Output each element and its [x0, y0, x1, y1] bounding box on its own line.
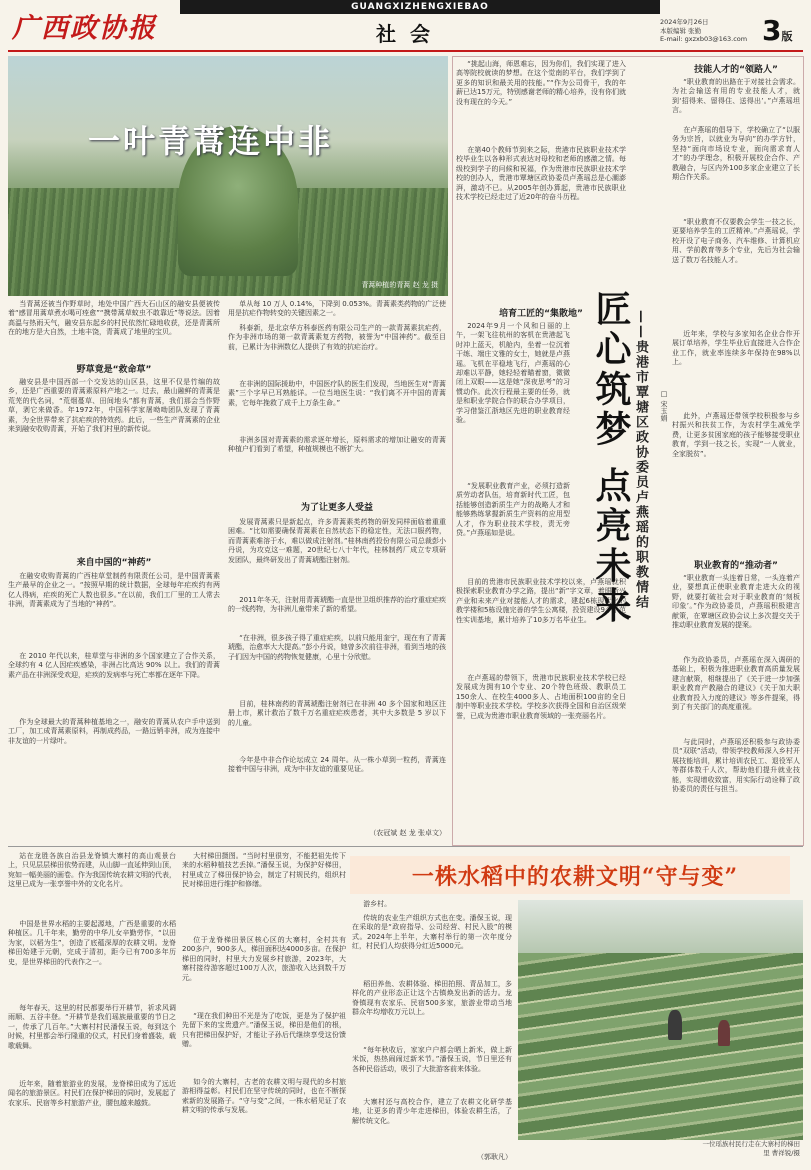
article1-col2-para-5: 发展青蒿素只是新起点，许多青蒿素类药物的研发同样面临着重重困难。“比如需要确保青蒿素在自然状态下的稳定性，无法口服药物，而青蒿素难溶于水，难以做成注射剂。”桂林南药投份有限公司总裁彭小丹说，为攻克这一难题，20世纪七八十年代，桂林制药厂成立专项研发团队，最终研发出了青蒿琥酯注射剂。	[228, 518, 446, 564]
page-suffix: 版	[781, 30, 793, 43]
article2-vertical-subtitle: ——贵港市覃塘区政协委员卢燕瑶的职教情结	[633, 310, 648, 610]
article2-para-10: “职业教育一头连着日常，一头连着产业，要想真正使职业教育走进大众的视野，就要打破社会对于职业教育的‘刻板印象’。”作为政协委员，卢燕瑶积极建言献策，在覃塘区政协会议上多次提交关于推动职业教育发展的提案。	[672, 574, 800, 630]
article3-col3-para-2: 传统的农业生产组织方式也在变。潘保玉说，现在采取的是“政府指导、公司经营、村民入股”的模式。2024年上半年，大寨村举行的第一次年度分红，村民们人均获得分红近5000元。	[352, 914, 512, 951]
article2-para-2: “发展职业教育产业，必须打造新质劳动者队伍，培育新时代工匠，包括能够创造新质生产力的战略人才和能够熟练掌握新质生产资料的应用型人才，作为职业技术学校，责无旁贷。”卢燕瑶如是说。	[456, 482, 570, 538]
article3-col3-para-1: 游乡村。	[363, 900, 392, 908]
article3-para-8: 如今的大寨村，古老的农耕文明与现代的乡村旅游相得益彰。村民们在坚守传统的同时，也在不断探索新的发展路子。“守与变”之间，一株水稻见证了农耕文明的传承与发展。	[182, 1078, 346, 1115]
article1-heading-1: 野草竟是“救命草”	[76, 365, 152, 375]
article3-byline: （郭耿凡）	[477, 1153, 512, 1161]
page-number-digit: 3	[762, 14, 782, 47]
header-rule	[8, 50, 803, 52]
article3-col3-para-3: 稻田养鱼、农耕体验、梯田拍照、青品加工，多样化的产业形态正让这个古镇焕发出新的活力。龙脊镇现有农家乐、民宿500多家，旅游业带动当地群众年均增收万元以上。	[352, 980, 512, 1017]
article2-para-11: 作为政协委员，卢燕瑶在深入调研的基础上，积极为推进职业教育高质量发展建言献策，相继提出了《关于进一步加强职业教育产教融合的建议》《关于加大职业教育投入力度的建议》等多件提案，得到了有关部门的高度重视。	[672, 656, 800, 712]
article1-intro: 当青蒿还被当作野草时，地处中国广西大石山区的融安县便被传着“感冒用蒿草煮水喝可痊愈”“携带蒿草蚊虫不敢靠近”等说法。因着高温与热雨天气，融安县东起乡的村民依然忙碌地收获，还是青蒿所在的地方是大自然，土地丰饶，青蒿成了地里的宝贝。	[8, 300, 220, 337]
article1-col2-para-8: 目前，桂林南药的青蒿琥酯注射剂已在非洲 40 多个国家和地区注册上市，累计救治了数千万名重症疟疾患者，其中大多数是 5 岁以下的儿童。	[228, 700, 446, 727]
villager-figure-2	[718, 1020, 730, 1046]
article3-col3-para-4: “每年秋收后，家家户户都会晒上新米，做上新米饭，热热闹闹过新米节。”潘保玉说，节日里还有各种民俗活动，吸引了大批游客前来体验。	[352, 1046, 512, 1073]
article3-photo-caption: 一位瑶族村民行走在大寨村的梯田里 曹祥锐/摄	[702, 1140, 800, 1157]
article2-vertical-title: 匠心筑梦 点亮未来	[590, 290, 632, 627]
article2-para-4: 在卢燕瑶的带领下，贵港市民族职业技术学校已经发展成为拥有10个专业、20个特色班级、教职员工150余人、在校生4000多人、占地面积100亩的全日制中等职业技术学校。学校多次获得全国和自治区级荣誉，已成为贵港市职业教育领域的一张亮丽名片。	[456, 674, 626, 720]
article2-para-3: 目前的贵港市民族职业技术学校以来，卢燕瑶就积极探索职业教育办学之路，提出“新”字文章，着眼新兴产业和未来产业对接能人才的需求，建起6栋现代化的教学楼和5栋设施完善的学生公寓楼，投资建设9个示范性实训基地，累计培养了10多万名毕业生。	[456, 578, 626, 624]
article2-heading-3: 职业教育的“推动者”	[694, 561, 778, 571]
article1-para-2: 在融安收购青蒿的广西桂草堂制药有限责任公司，是中国青蒿素生产最早的企业之一。“按照早期的统计数据，全球每年疟疾约有两亿人得病，疟疾的死亡人数也很多。”在以前，我们工厂里的工人常去非洲，青蒿素成为了当地的“神药”。	[8, 572, 220, 609]
article2-para-12: 与此同时，卢燕瑶还积极参与政协委员“双联”活动，带领学校教师深入乡村开展技能培训，累计培训农民工、退役军人等群体数千人次，帮助他们提升就业技能，实现增收致富，用实际行动诠释了政协委员的责任与担当。	[672, 738, 800, 794]
article1-para-1: 融安县是中国西部一个交发达的山区县，这里不仅是竹编的故乡，还是广西重要的青蒿素原料产地之一。过去，最山融鲜的青蒿是荒芜的代名词，“荒烟蔓草、田间地头”都有青蒿，我们那会当作野草，剥它来做香。年1972年，中国科学家屠呦呦团队发现了青蒿素，为全世界带来了抗疟疾的特效药。此后，一些生产青蒿素的企业来到融安收购青蒿，开始了我们村里的新传说。	[8, 378, 220, 434]
article1-para-3: 在 2010 年代以来，桂草堂与非洲的多个国家建立了合作关系，全球约有 4 亿人因疟疾感染，非洲占比高达 90% 以上。我们的青蒿素产品在非洲深受欢迎，疟疾的发病率与死亡率都在逐年下降。	[8, 652, 220, 679]
section-name: 社会	[376, 22, 444, 46]
issue-date: 2024年9月26日	[660, 18, 709, 26]
editor-email: E-mail: gxzxb03@163.com	[660, 35, 748, 43]
article2-para-5: “职业教育的出路在于对接社会需求。为社会输送有用的专业技能人才，就到‘招得来、留得住、送得出’。”卢燕瑶坦言。	[672, 78, 800, 115]
article3-para-2: 中国是世界水稻的主要起源地，广西是重要的水稻种植区。几千年来，勤劳的中华儿女辛勤劳作，“以田为家，以稻为生”，创造了底蕴深厚的农耕文明。龙脊梯田始建于元朝，完成于清初，距今已有700多年历史，是世界梯田的代表作之一。	[8, 920, 176, 966]
article2-para-7: “职业教育不仅要教会学生一技之长，更要培养学生的工匠精神。”卢燕瑶说，学校开设了电子商务、汽车维修、计算机应用、学前教育等多个专业，先后为社会输送了数万名技能人才。	[672, 218, 800, 264]
terrace-photo	[518, 900, 803, 1140]
villager-figure	[668, 1010, 682, 1040]
article1-heading-2: 来自中国的“神药”	[76, 558, 152, 568]
article1-col2-para-2: 科泰新，是北京华方科泰医药有限公司生产的一款青蒿素抗疟药，作为非洲市场的第一款青蒿素复方药物，被誉为“中国神药”。截至目前，已累计为非洲数亿人提供了有效的抗疟治疗。	[228, 324, 446, 351]
article3-para-1: 站在龙胜各族自治县龙脊镇大寨村的高山观景台上，只见层层梯田依势而建，从山脚一直延伸到山顶，宛如一幅美丽的画卷。作为我国传统农耕文明的代表，这里已成为一张享誉中外的文化名片。	[8, 852, 176, 889]
article1-col2-para-6: 2011年冬天，注射用青蒿琥酯一直是世卫组织推荐的治疗重症疟疾的一线药物，为非洲儿童带来了新的希望。	[228, 596, 446, 614]
article1-para-4: 作为全球最大的青蒿种植基地之一，融安的青蒿从农户手中送到工厂，加工成青蒿素原料，再制成药品，一路远销非洲，成为连接中非友谊的一片绿叶。	[8, 718, 220, 745]
article2-para-1: 2024年9月一个风和日丽的上午，一架飞往杭州的客机在贵港起飞时冲上蓝天，机舱内，坐着一位沉着干练、端庄文雅的女士，她就是卢燕瑶。飞机在平稳地飞行，卢燕瑶的心却难以平静，她轻轻着瞄着窗，微微闭上双眼——这是她“深夜思考”的习惯动作。此次行程最主要的任务，就是和职业学院合作的联合办学项目，学习借鉴江浙地区先进的职业教育经验。	[456, 322, 570, 425]
article2-para-8: 近年来，学校与多家知名企业合作开展订单培养，学生毕业后直接进入合作企业工作，就业率连续多年保持在98%以上。	[672, 330, 800, 367]
article1-heading-3: 为了让更多人受益	[300, 503, 373, 513]
page-editor: 本版编辑 张勤	[660, 26, 702, 35]
article3-para-3: 每年春天，这里的村民都要举行开耕节，祈求风调雨顺、五谷丰登。“开耕节是我们瑶族最重要的节日之一，传承了几百年。”大寨村村民潘保玉说，每到这个时候，村里都会举行隆重的仪式，村民们身着盛装，载歌载舞。	[8, 1004, 176, 1050]
article3-para-7: “现在我们种田不光是为了吃饭，更是为了保护祖先留下来的宝贵遗产。”潘保玉说，梯田是他们的根，只有把梯田保护好，才能让子孙后代继续享受这份馈赠。	[182, 1012, 346, 1049]
article2-heading-1: 培育工匠的“集散地”	[499, 309, 583, 319]
qinghao-photo	[8, 56, 448, 296]
newspaper-logo: 广西政协报	[12, 13, 157, 44]
article1-byline: （农冠斌 赵 龙 张卓文）	[369, 829, 446, 837]
article1-col2-para-4: 非洲多国对青蒿素的需求逐年增长，原料需求的增加让融安的青蒿种植户们看到了希望，种植规模也不断扩大。	[228, 436, 446, 454]
article1-col2-para-1: 单从每 10 万人 0.14%，下降到 0.053%。青蒿素类药物的广泛使用是抗疟作物转变的关键因素之一。	[228, 300, 446, 318]
article1-col2-para-7: “在非洲，很多孩子得了重症疟疾，以前只能用奎宁，现在有了青蒿琥酯，治愈率大大提高。”彭小丹说，她曾多次前往非洲，看到当地的孩子们因为中国的药物恢复健康，心里十分欣慰。	[228, 634, 446, 661]
article2-byline: □ 宋玉娟	[660, 390, 668, 422]
article3-col3-para-5: 大寨村还与高校合作，建立了农耕文化研学基地，让更多的青少年走进梯田，体验农耕生活，了解传统文化。	[352, 1098, 512, 1125]
masthead	[0, 0, 811, 52]
article3-title: 一株水稻中的农耕文明“守与变”	[411, 864, 739, 890]
article2-para-9: 此外，卢燕瑶还带领学校积极参与乡村振兴和扶贫工作，为农村学生减免学费，让更多贫困家庭的孩子能够接受职业教育，学到一技之长，实现“一人就业，全家脱贫”。	[672, 412, 800, 458]
terrace-sky	[518, 900, 803, 953]
article2-heading-2: 技能人才的“领路人”	[694, 65, 778, 75]
article1-photo-caption: 青蒿种植的青蒿 赵 龙 摄	[361, 281, 438, 289]
article1-col2-para-3: 在非洲的国际援助中，中国医疗队的医生们发现，当地医生对“青蒿素”三个字早已耳熟能详。一位当地医生说：“我们离不开中国的青蒿素，它每年挽救了成千上万条生命。”	[228, 380, 446, 407]
article3-para-5: 大村梯田摄图。“当时村里很穷，不能把祖先传下来的水稻种植技艺丢掉。”潘保玉说，为保护好梯田，村里成立了梯田保护协会，制定了村规民约，组织村民对梯田进行维护和修缮。	[182, 852, 346, 889]
bottom-divider	[8, 846, 803, 847]
article3-para-6: 位于龙脊梯田景区核心区的大寨村，全村共有200多户，900多人，梯田面积达4000多亩。在保护梯田的同时，村里大力发展乡村旅游，2023年，大寨村接待游客超过100万人次，旅游收入达到数千万元。	[182, 936, 346, 982]
pinyin-banner: GUANGXIZHENGXIEBAO	[180, 0, 660, 14]
article2-intro: “挑起山海，师恩难忘，因为你们，我们实现了进入高等院校就读的梦想。在这个觉南的平台，我们学到了更多的知识和最关用的技能。”“作为公司骨干，我的年薪已达15万元，特别感谢老师的精心培养，没有你们就没有现在的今天。”	[456, 60, 626, 106]
page-number	[762, 14, 792, 47]
article2-intro-2: 在第40个教师节到来之际，贵港市民族职业技术学校毕业生以各种形式表达对母校和老师的感激之情。每级校到学子的问候和祝福，作为贵港市民族职业技术学校的创办人，贵港市覃塘区政协委员卢燕瑶总是心潮澎湃，激动不已。从2005年创办算起，贵港市民族职业技术学校已经走过了近20年的奋斗历程。	[456, 146, 626, 202]
article3-para-4: 近年来，随着旅游业的发展，龙脊梯田成为了远近闻名的旅游景区。村民们在保护梯田的同时，发展起了农家乐、民宿等乡村旅游产业，腰包越来越鼓。	[8, 1080, 176, 1107]
article2-para-6: 在卢燕瑶的倡导下，学校确立了“以服务为宗旨，以就业为导向”的办学方针，坚持“面向市场设专业，面向需求育人才”的办学理念，积极开展校企合作、产教融合，与区内外100多家企业建立了长期合作关系。	[672, 126, 800, 182]
article1-col2-para-9: 今年是中非合作论坛成立 24 周年。从一株小草到一粒药，青蒿连接着中国与非洲，成为中非友谊的重要见证。	[228, 756, 446, 774]
issue-meta	[660, 18, 760, 44]
article1-title: 一叶青蒿连中非	[88, 122, 334, 160]
